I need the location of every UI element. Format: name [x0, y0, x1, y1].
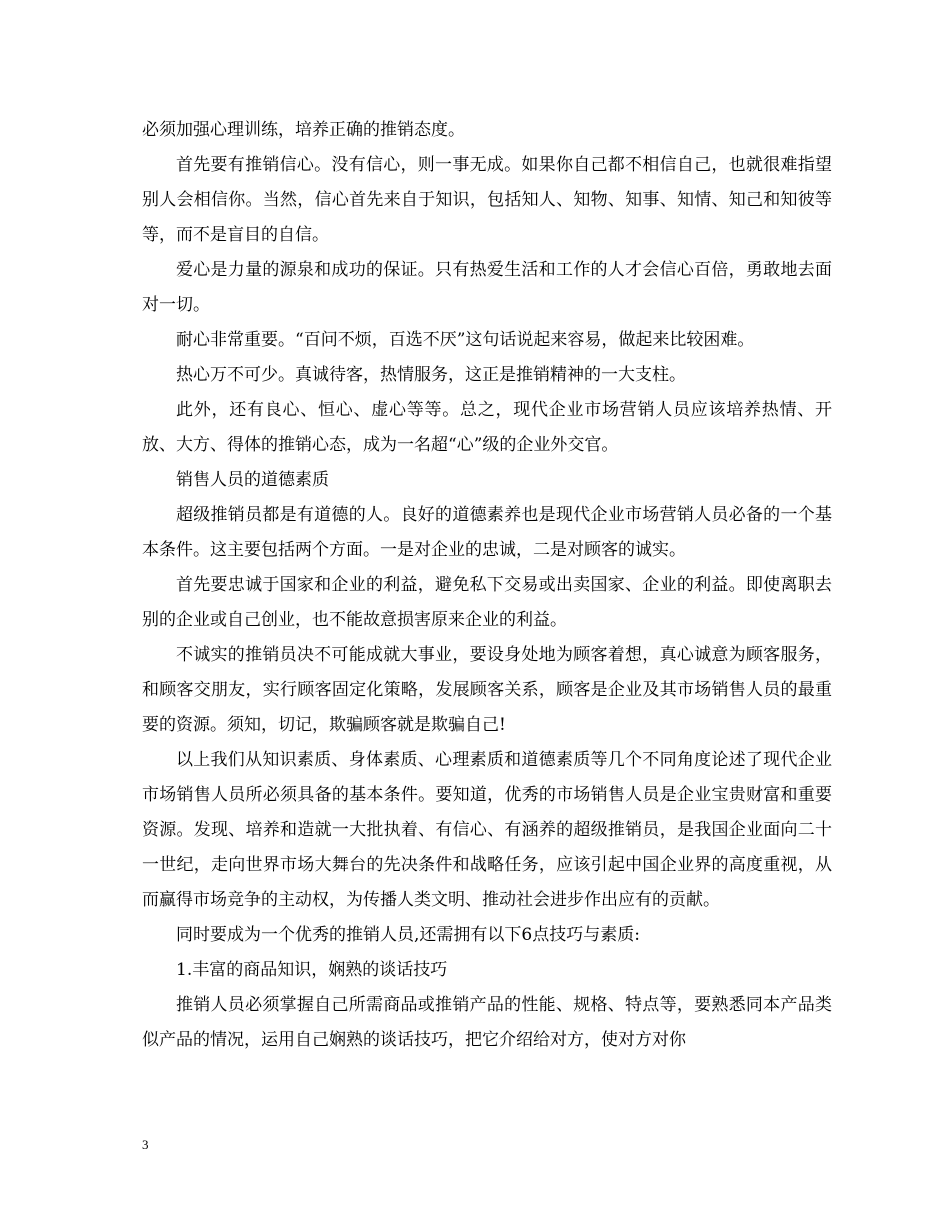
paragraph: 耐心非常重要。“百问不烦，百选不厌”这句话说起来容易，做起来比较困难。	[176, 330, 755, 350]
paragraph: 同时要成为一个优秀的推销人员,还需拥有以下6点技巧与素质:	[176, 925, 640, 945]
paragraph: 不诚实的推销员决不可能成就大事业，要设身处地为顾客着想，真心诚意为顾客服务，和顾客交朋友，实行顾客固定化策略，发展顾客关系，顾客是企业及其市场销售人员的最重要的资源。须知，切记，欺骗顾客就是欺骗自己!	[142, 645, 832, 735]
paragraph: 首先要忠诚于国家和企业的利益，避免私下交易或出卖国家、企业的利益。即使离职去别的企业或自己创业，也不能故意损害原来企业的利益。	[142, 575, 832, 630]
paragraph: 爱心是力量的源泉和成功的保证。只有热爱生活和工作的人才会信心百倍，勇敢地去面对一切。	[142, 260, 832, 315]
section-heading: 销售人员的道德素质	[176, 470, 329, 490]
page-number: 3	[142, 1137, 149, 1152]
paragraph: 以上我们从知识素质、身体素质、心理素质和道德素质等几个不同角度论述了现代企业市场销售人员所必须具备的基本条件。要知道，优秀的市场销售人员是企业宝贵财富和重要资源。发现、培养和造就一大批执着、有信心、有涵养的超级推销员，是我国企业面向二十一世纪，走向世界市场大舞台的先决条件和战略任务，应该引起中国企业界的高度重视，从而赢得市场竞争的主动权，为传播人类文明、推动社会进步作出应有的贡献。	[142, 750, 832, 910]
paragraph: 推销人员必须掌握自己所需商品或推销产品的性能、规格、特点等，要熟悉同本产品类似产品的情况，运用自己娴熟的谈话技巧，把它介绍给对方，使对方对你	[142, 995, 832, 1050]
paragraph: 超级推销员都是有道德的人。良好的道德素养也是现代企业市场营销人员必备的一个基本条件。这主要包括两个方面。一是对企业的忠诚，二是对顾客的诚实。	[142, 505, 832, 560]
body-text	[142, 113, 832, 1058]
paragraph: 热心万不可少。真诚待客，热情服务，这正是推销精神的一大支柱。	[176, 365, 686, 385]
paragraph: 首先要有推销信心。没有信心，则一事无成。如果你自己都不相信自己，也就很难指望别人会相信你。当然，信心首先来自于知识，包括知人、知物、知事、知情、知己和知彼等等，而不是盲目的自信。	[142, 155, 832, 245]
paragraph: 必须加强心理训练，培养正确的推销态度。	[142, 120, 465, 140]
paragraph: 此外，还有良心、恒心、虚心等等。总之，现代企业市场营销人员应该培养热情、开放、大方、得体的推销心态，成为一名超“心”级的企业外交官。	[142, 400, 832, 455]
list-item-heading: 1.丰富的商品知识，娴熟的谈话技巧	[176, 960, 448, 980]
